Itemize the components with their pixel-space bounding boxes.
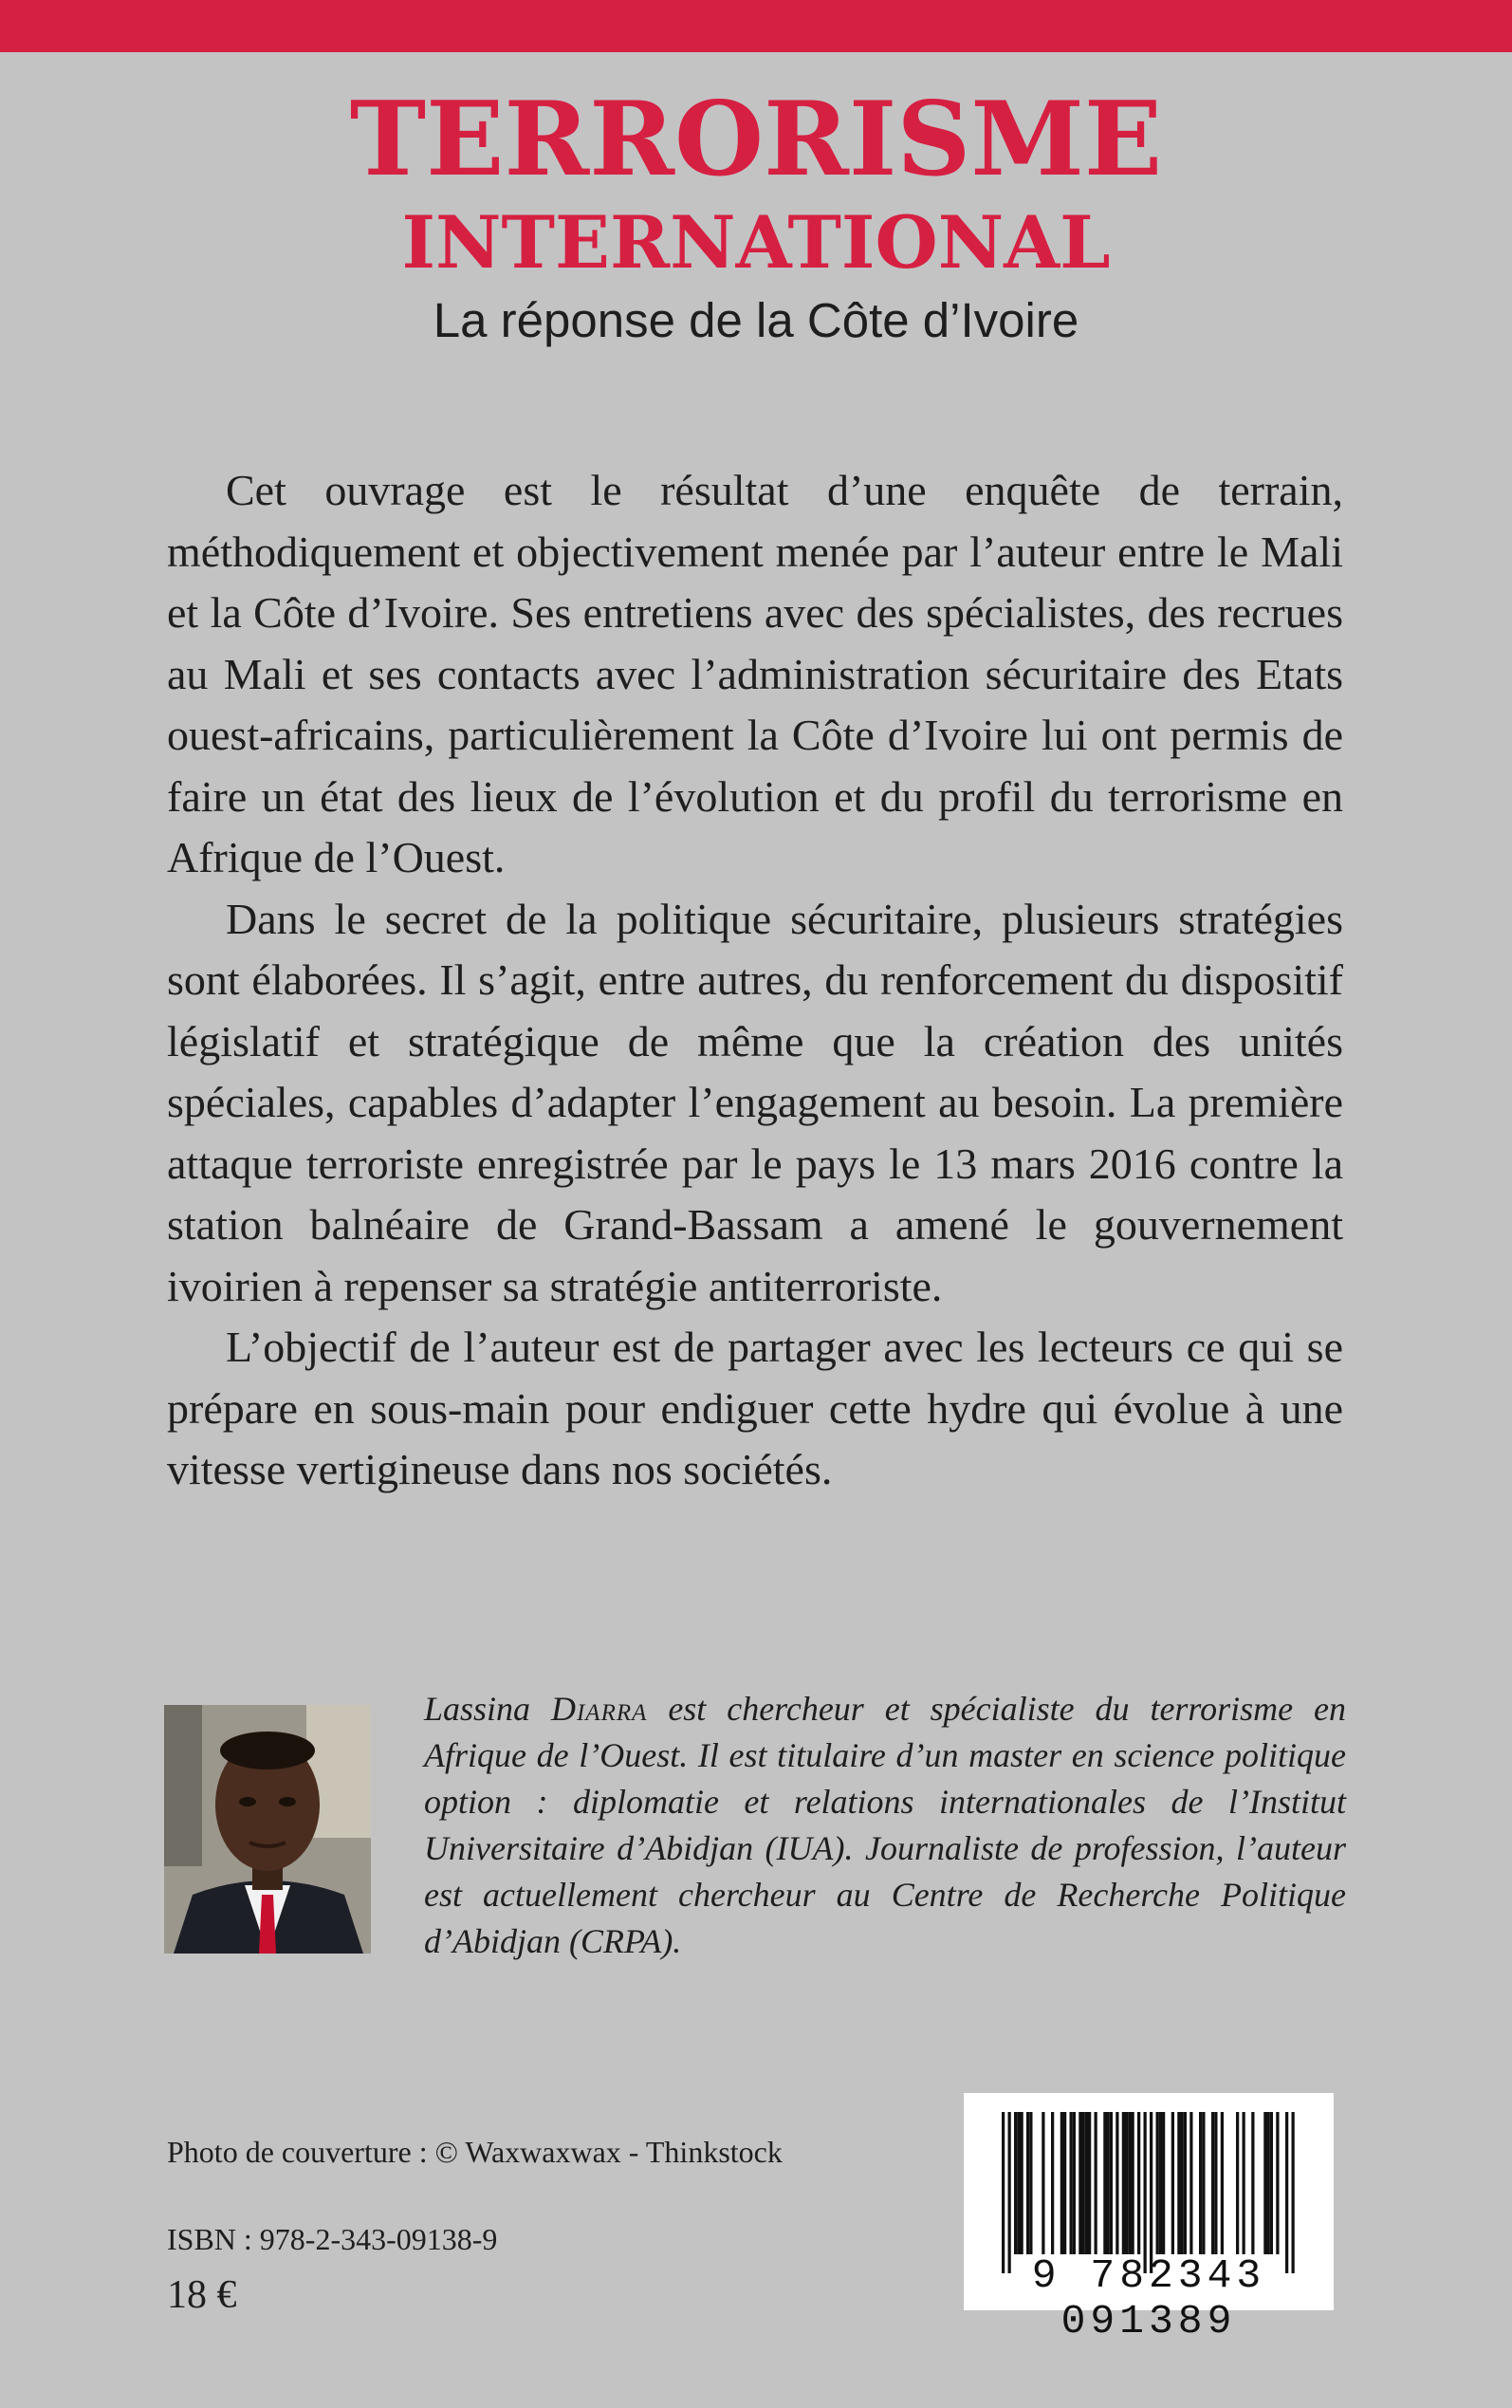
price: 18 € [167, 2273, 237, 2317]
barcode-bar [1156, 2112, 1159, 2254]
barcode-bar [1150, 2112, 1152, 2273]
barcode-bar [1014, 2112, 1017, 2254]
barcode-bar [1171, 2112, 1174, 2254]
barcode-bar [1162, 2112, 1165, 2254]
book-title-line-2: INTERNATIONAL [401, 200, 1111, 285]
author-bio-text: est chercheur et spécialiste du terrorisme en Afrique de l’Ouest. Il est titulaire d’un master en science politique option : diplomatie et relations internationales de l’Institut Universitaire d’Abidjan (IUA). Journaliste de profession, l’auteur est actuellement chercheur au Centre de Recherche Politique d’Abidjan (CRPA). [424, 1690, 1347, 1960]
barcode-bar [1026, 2112, 1029, 2254]
barcode-bar [1263, 2112, 1266, 2254]
barcode-bar [1073, 2112, 1076, 2254]
summary-paragraph: Dans le secret de la politique sécuritaire, plusieurs stratégies sont élaborées. Il s’agit, entre autres, du renforcement du dispositif législatif et stratégique de même que la création des unités spéciales, capables d’adapter l’engagement au besoin. La première attaque terroriste enregistrée par le pays le 13 mars 2016 contre la station balnéaire de Grand-Bassam a amené le gouvernement ivoirien à repenser sa stratégie antiterroriste. [167, 894, 1343, 1310]
barcode-bar [1292, 2112, 1295, 2273]
barcode-bar [1181, 2112, 1184, 2254]
barcode-bar [1125, 2112, 1128, 2254]
barcode-bar [1088, 2112, 1091, 2254]
barcode-bar [1002, 2112, 1005, 2273]
barcode-bar [1270, 2112, 1273, 2254]
barcode-bar [1132, 2112, 1134, 2254]
author-first-name: Lassina [424, 1690, 531, 1728]
barcode-bar [1184, 2112, 1187, 2254]
barcode-bar [1122, 2112, 1125, 2254]
barcode-bar [1177, 2112, 1180, 2254]
summary-paragraph: Cet ouvrage est le résultat d’une enquête de terrain, méthodiquement et objectivement menée par l’auteur entre le Mali et la Côte d’Ivoire. Ses entretiens avec des spécialistes, des recrues au Mali et ses contacts avec l’administration sécuritaire des Etats ouest-africains, particulièrement la Côte d’Ivoire lui ont permis de faire un état des lieux de l’évolution et du profil du terrorisme en Afrique de l’Ouest. [167, 466, 1343, 881]
barcode-bar [1251, 2112, 1254, 2254]
barcode-bar [1079, 2112, 1081, 2254]
barcode-bar [1107, 2112, 1110, 2254]
barcode-bar [1211, 2112, 1214, 2254]
barcode-bar [1267, 2112, 1270, 2254]
barcode-bar [1202, 2112, 1205, 2254]
barcode-bar [1189, 2112, 1192, 2254]
barcode-bar [1042, 2112, 1044, 2254]
isbn: ISBN : 978-2-343-09138-9 [167, 2222, 498, 2256]
barcode-bar [1110, 2112, 1113, 2254]
barcode-bar [1029, 2112, 1032, 2254]
barcode-bar [1095, 2112, 1097, 2254]
barcode-bar [1128, 2112, 1131, 2254]
barcode-bar [1221, 2112, 1224, 2254]
barcode-bar [1017, 2112, 1020, 2254]
back-cover-summary [167, 460, 1343, 1501]
barcode-bar [1082, 2112, 1085, 2254]
barcode-bar [1085, 2112, 1088, 2254]
book-subtitle: La réponse de la Côte d’Ivoire [433, 293, 1079, 347]
author-photo [164, 1705, 371, 1954]
barcode-bar [1070, 2112, 1073, 2254]
barcode-bar [1137, 2112, 1140, 2254]
author-last-name: Diarra [550, 1690, 648, 1728]
barcode-bar [1236, 2112, 1239, 2254]
barcode-bar [1144, 2112, 1147, 2273]
top-accent-bar [0, 0, 1512, 52]
summary-paragraph: L’objectif de l’auteur est de partager avec les lecteurs ce qui se prépare en sous-main pour endiguer cette hydre qui évolue à une vitesse vertigineuse dans nos sociétés. [167, 1323, 1343, 1493]
barcode-bar [1199, 2112, 1202, 2254]
barcode-bar [1116, 2112, 1118, 2254]
barcode-bar [1285, 2112, 1288, 2273]
barcode-bar [1159, 2112, 1162, 2254]
barcode-bar [1021, 2112, 1023, 2254]
barcode-bar [1060, 2112, 1063, 2254]
barcode-bar [1051, 2112, 1054, 2254]
photo-credit: Photo de couverture : © Waxwaxwax - Thinkstock [167, 2135, 783, 2169]
barcode-bar [1276, 2112, 1279, 2254]
barcode-bar [1008, 2112, 1011, 2273]
barcode-bar [1103, 2112, 1106, 2254]
barcode-bar [1243, 2112, 1245, 2254]
barcode-bar [1214, 2112, 1217, 2254]
book-title-line-1: TERRORISME [349, 80, 1163, 199]
author-bio [424, 1686, 1346, 1965]
barcode-bar [1063, 2112, 1066, 2254]
barcode-number: 9 782343 091389 [1031, 2252, 1266, 2344]
